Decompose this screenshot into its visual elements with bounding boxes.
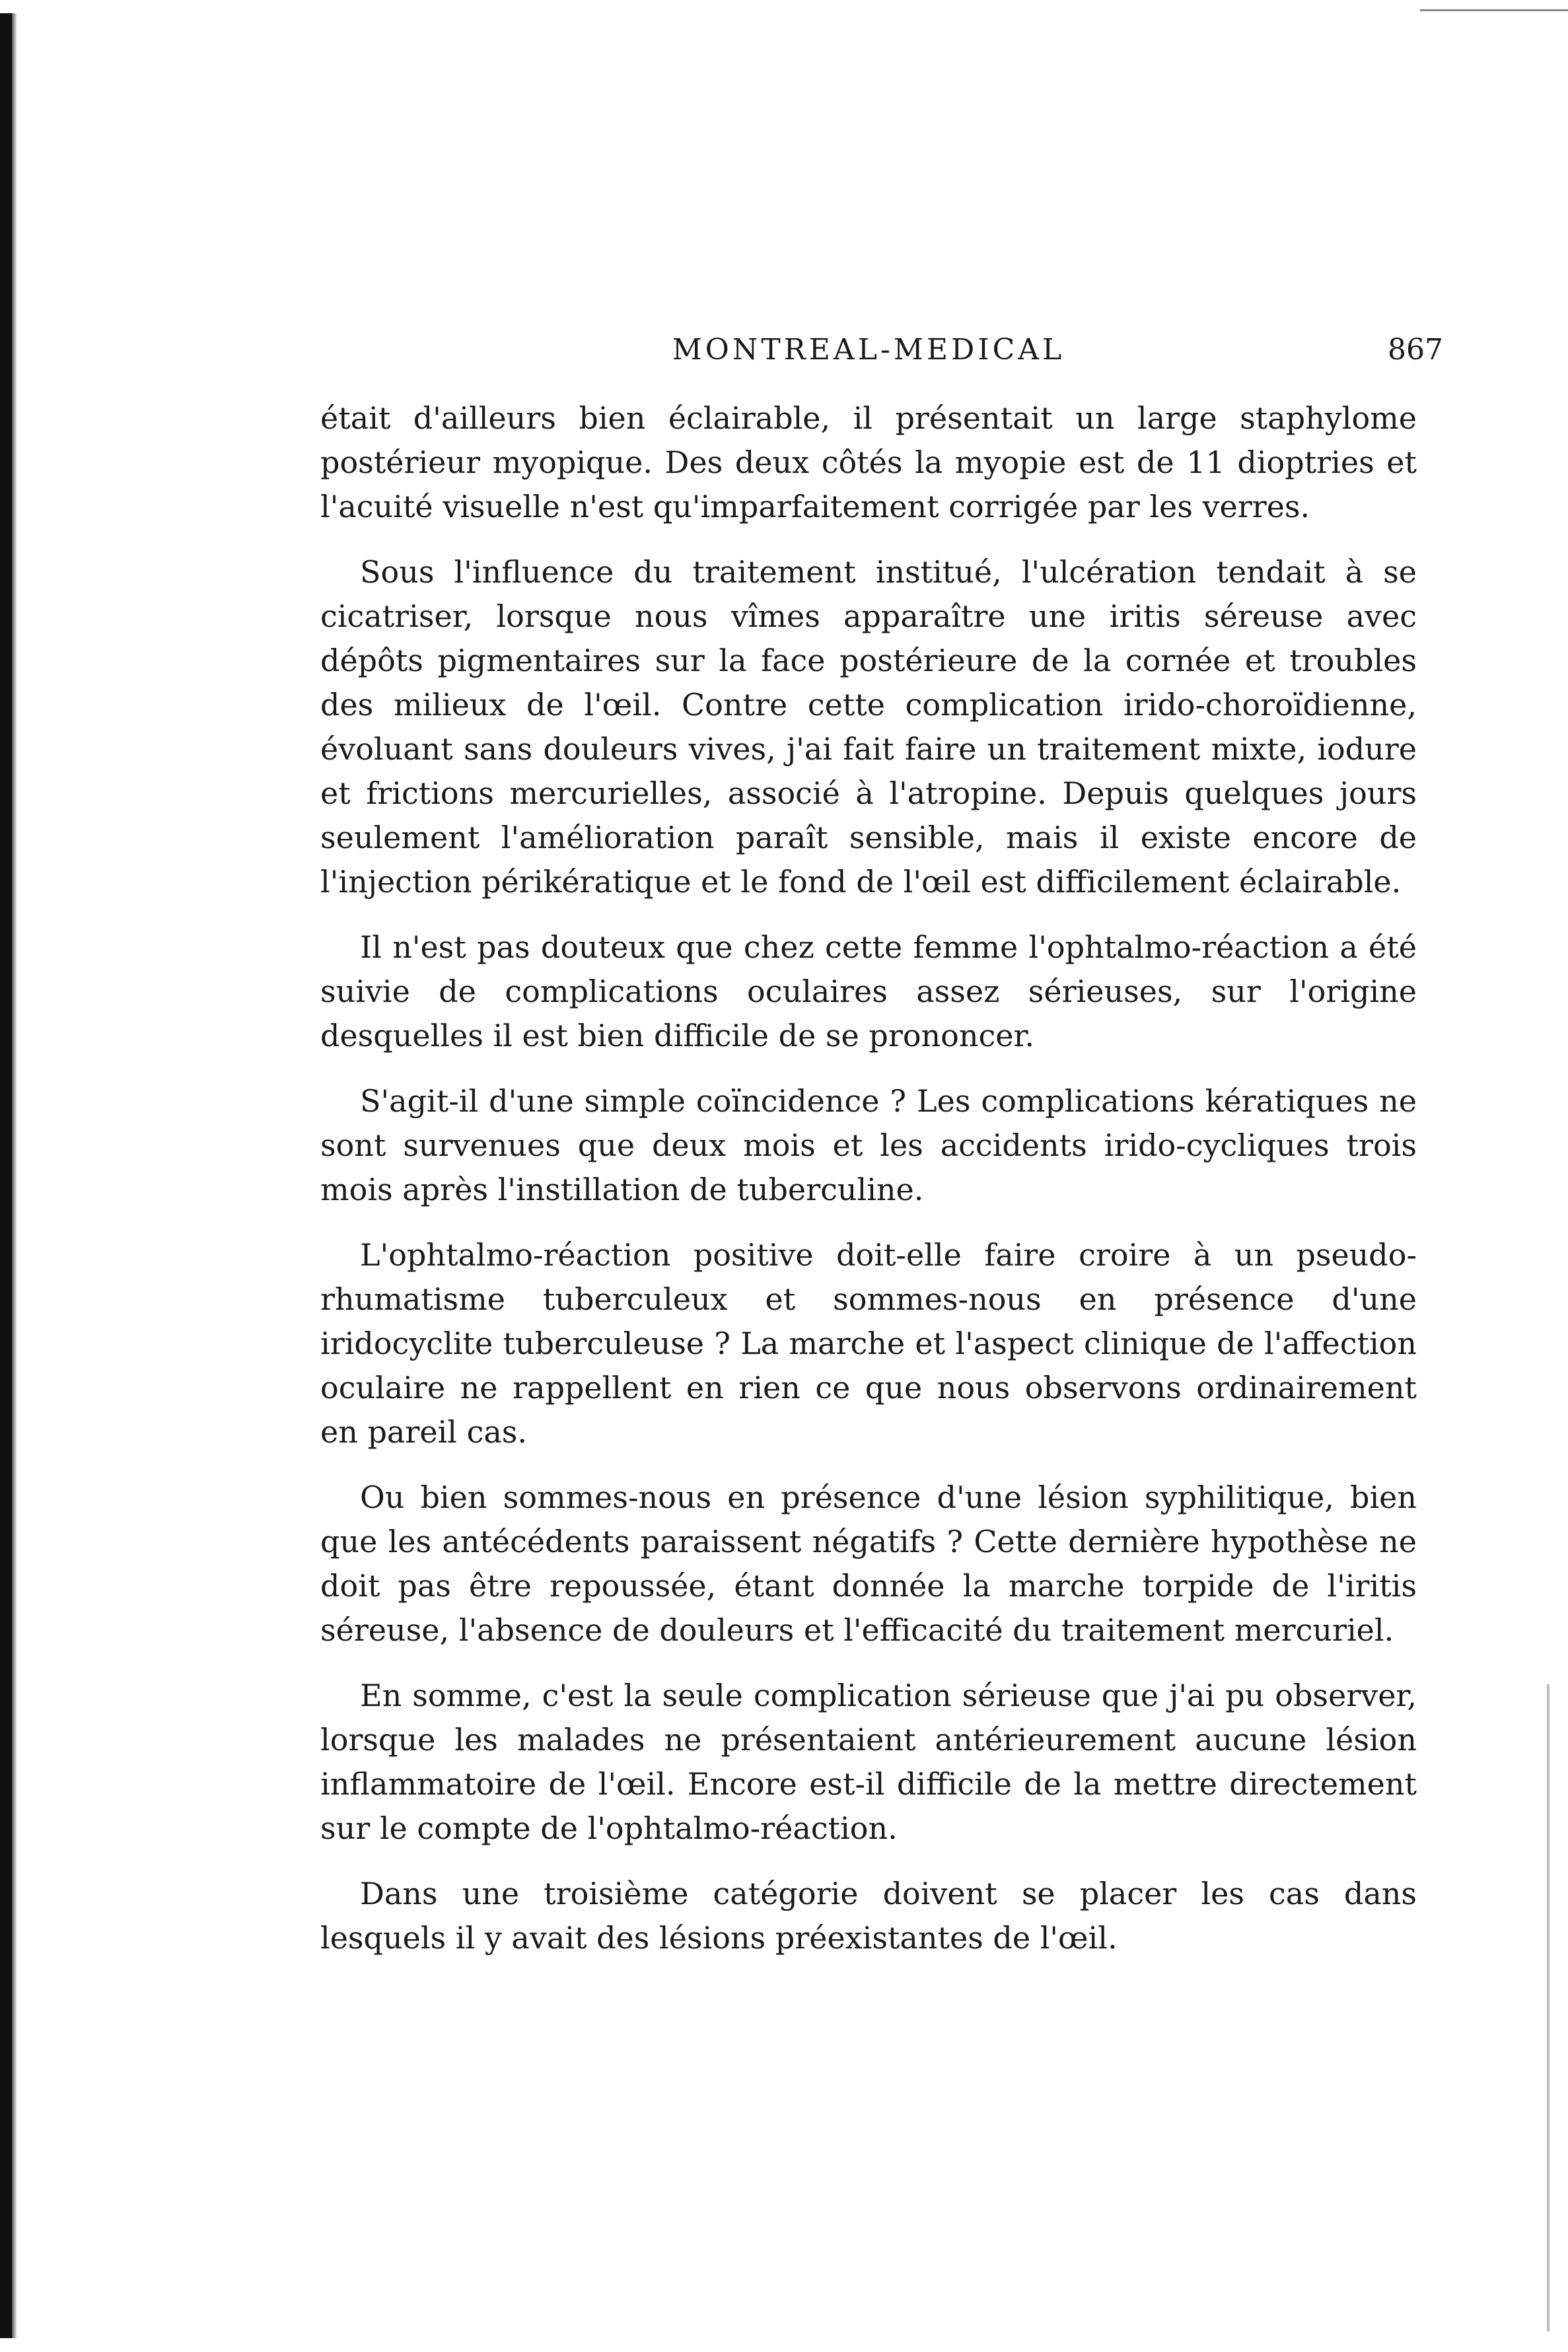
paragraph: S'agit-il d'une simple coïncidence ? Les complications kératiques ne sont survenues que deux mois et les accidents irido-cycliques trois mois après l'instillation de tuberculine. [320,1083,1417,1207]
scan-edge-right [1547,1684,1550,2332]
page-number: 867 [1388,333,1443,367]
journal-title: MONTREAL-MEDICAL [672,333,1065,367]
paragraph: Ou bien sommes-nous en présence d'une lésion syphilitique, bien que les antécédents paraissent négatifs ? Cette dernière hypothèse ne doit pas être repoussée, étant donnée la marche torpide de l'iritis séreuse, l'absence de douleurs et l'efficacité du traitement mercuriel. [320,1479,1417,1648]
paragraph: Sous l'influence du traitement institué, l'ulcération tendait à se cicatriser, lorsque nous vîmes apparaître une iritis séreuse avec dépôts pigmentaires sur la face postérieure de la cornée et troubles des milieux de l'œil. Contre cette complication irido-choroïdienne, évoluant sans douleurs vives, j'ai fait faire un traitement mixte, iodure et frictions mercurielles, associé à l'atropine. Depuis quelques jours seulement l'amélioration paraît sensible, mais il existe encore de l'injection périkératique et le fond de l'œil est difficilement éclairable. [320,554,1417,900]
scan-edge-left [0,13,12,2338]
paragraph: L'ophtalmo-réaction positive doit-elle faire croire à un pseudo-rhumatisme tuberculeux et sommes-nous en présence d'une iridocyclite tuberculeuse ? La marche et l'aspect clinique de l'affection oculaire ne rappellent en rien ce que nous observons ordinairement en pareil cas. [320,1237,1417,1450]
page [320,330,1443,1981]
paragraph: Il n'est pas douteux que chez cette femme l'ophtalmo-réaction a été suivie de complications oculaires assez sérieuses, sur l'origine desquelles il est bien difficile de se prononcer. [320,929,1417,1053]
paragraph: Dans une troisième catégorie doivent se placer les cas dans lesquels il y avait des lésions préexistantes de l'œil. [320,1876,1417,1956]
running-head [320,330,1443,383]
scan-edge-top [1420,9,1568,11]
body-text [320,396,1417,1960]
paragraph-continued: était d'ailleurs bien éclairable, il présentait un large staphylome postérieur myopique. Des deux côtés la myopie est de 11 dioptries et l'acuité visuelle n'est qu'imparfaitement corrigée par les verres. [320,400,1417,524]
scan-edge-shadow [12,13,17,2338]
paragraph: En somme, c'est la seule complication sérieuse que j'ai pu observer, lorsque les malades ne présentaient antérieurement aucune lésion inflammatoire de l'œil. Encore est-il difficile de la mettre directement sur le compte de l'ophtalmo-réaction. [320,1678,1417,1846]
